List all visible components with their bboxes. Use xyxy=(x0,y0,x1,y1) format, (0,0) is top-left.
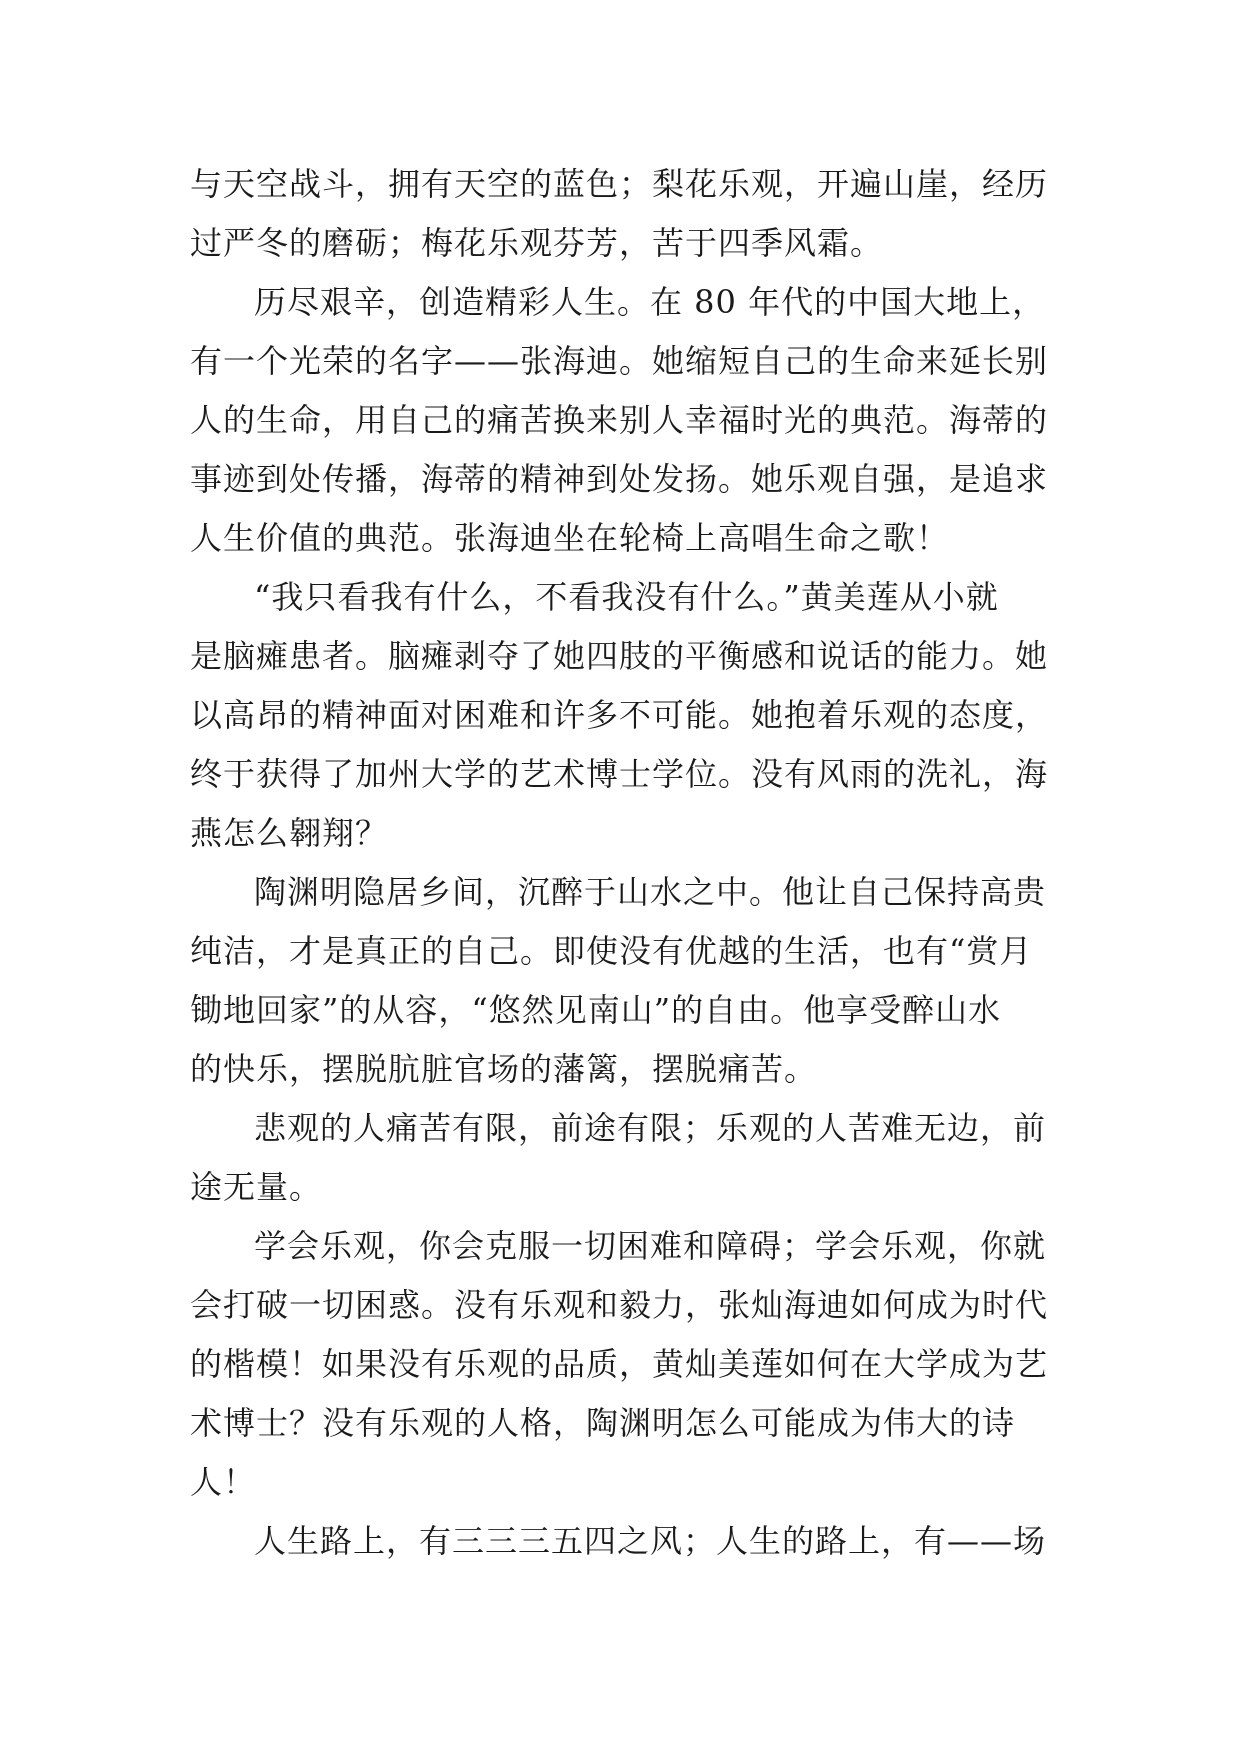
text-line: 燕怎么翱翔？ xyxy=(190,814,389,852)
text-line: 的快乐，摆脱肮脏官场的藩篱，摆脱痛苦。 xyxy=(190,1050,818,1088)
text-line: 有一个光荣的名字——张海迪。她缩短自己的生命来延长别 xyxy=(190,342,1049,380)
text-line: 术博士？没有乐观的人格，陶渊明怎么可能成为伟大的诗 xyxy=(190,1404,1016,1442)
body-text xyxy=(190,155,1070,1571)
text-line: 陶渊明隐居乡间，沉醉于山水之中。他让自己保持高贵 xyxy=(254,873,1047,911)
text-line: 的楷模！如果没有乐观的品质，黄灿美莲如何在大学成为艺 xyxy=(190,1345,1049,1383)
text-line: “我只看我有什么，不看我没有什么。”黄美莲从小就 xyxy=(254,578,999,616)
text-line: 悲观的人痛苦有限，前途有限；乐观的人苦难无边，前 xyxy=(254,1109,1047,1147)
text-line: 锄地回家”的从容，“悠然见南山”的自由。他享受醉山水 xyxy=(190,991,1002,1029)
text-line: 过严冬的磨砺；梅花乐观芬芳，苦于四季风霜。 xyxy=(190,224,884,262)
text-line: 学会乐观，你会克服一切困难和障碍；学会乐观，你就 xyxy=(254,1227,1047,1265)
text-line: 以高昂的精神面对困难和许多不可能。她抱着乐观的态度， xyxy=(190,696,1049,734)
text-line: 终于获得了加州大学的艺术博士学位。没有风雨的洗礼，海 xyxy=(190,755,1049,793)
text-line: 是脑瘫患者。脑瘫剥夺了她四肢的平衡感和说话的能力。她 xyxy=(190,637,1049,675)
text-line: 人生价值的典范。张海迪坐在轮椅上高唱生命之歌！ xyxy=(190,519,950,557)
text-line: 人的生命，用自己的痛苦换来别人幸福时光的典范。海蒂的 xyxy=(190,401,1049,439)
text-line: 人！ xyxy=(190,1463,257,1501)
text-line: 与天空战斗，拥有天空的蓝色；梨花乐观，开遍山崖，经历 xyxy=(190,165,1049,203)
text-line: 历尽艰辛，创造精彩人生。在 80 年代的中国大地上， xyxy=(254,283,1046,321)
text-line: 事迹到处传播，海蒂的精神到处发扬。她乐观自强，是追求 xyxy=(190,460,1049,498)
text-line: 纯洁，才是真正的自己。即使没有优越的生活，也有“赏月 xyxy=(190,932,1033,970)
text-line: 途无量。 xyxy=(190,1168,323,1206)
text-line: 人生路上，有三三三五四之风；人生的路上，有——场 xyxy=(254,1522,1047,1560)
text-line: 会打破一切困惑。没有乐观和毅力，张灿海迪如何成为时代 xyxy=(190,1286,1049,1324)
